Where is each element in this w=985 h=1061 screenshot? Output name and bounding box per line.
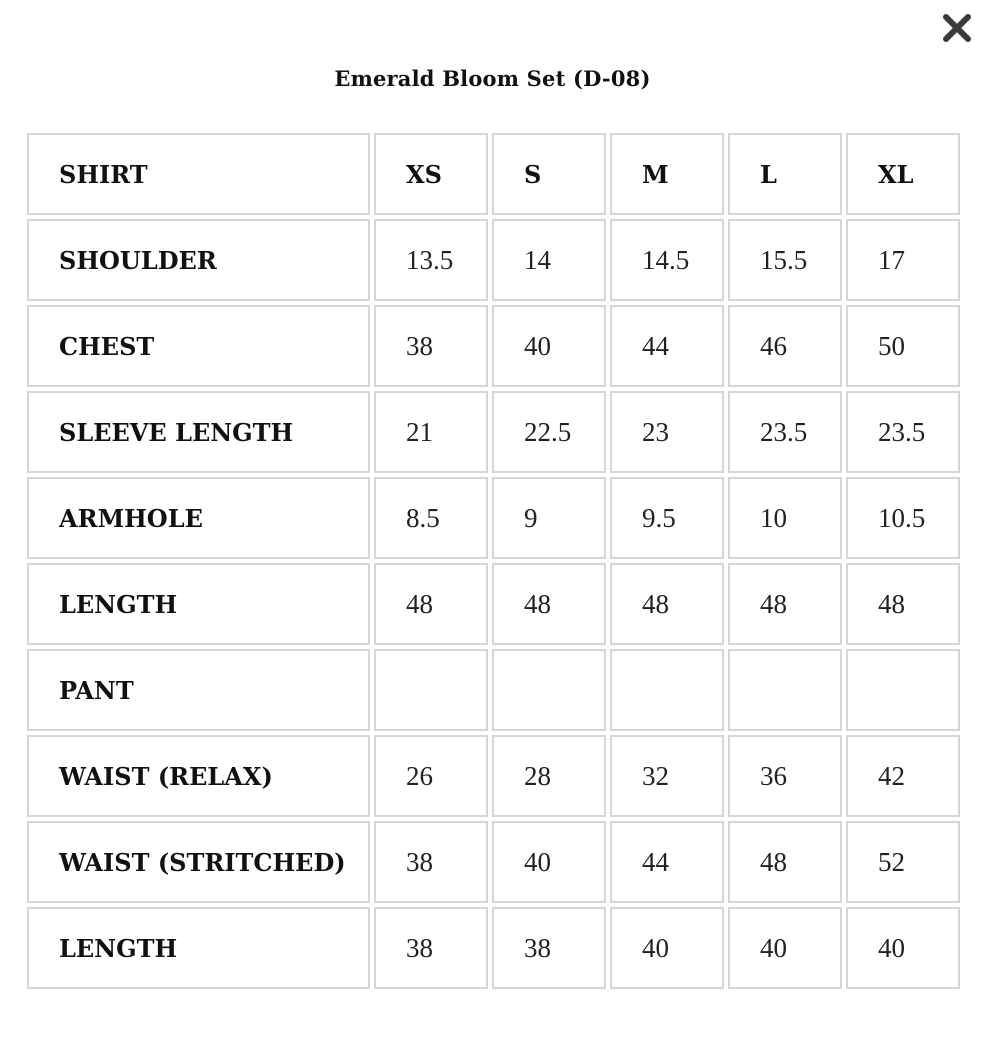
measurement-cell: 8.5: [374, 477, 488, 559]
measurement-cell: 40: [492, 821, 606, 903]
measurement-cell: 21: [374, 391, 488, 473]
measurement-cell: 22.5: [492, 391, 606, 473]
measurement-cell: 38: [374, 305, 488, 387]
close-button[interactable]: [939, 10, 975, 46]
row-label: SHOULDER: [27, 219, 370, 301]
table-row: [27, 219, 960, 301]
row-label: LENGTH: [27, 563, 370, 645]
size-header: XL: [846, 133, 960, 215]
measurement-cell: [846, 649, 960, 731]
size-chart-body: [27, 133, 960, 989]
measurement-cell: 13.5: [374, 219, 488, 301]
measurement-cell: 38: [374, 821, 488, 903]
measurement-cell: [610, 649, 724, 731]
close-icon: [939, 10, 975, 46]
row-label: PANT: [27, 649, 370, 731]
measurement-cell: 9.5: [610, 477, 724, 559]
table-row: [27, 821, 960, 903]
measurement-cell: 14: [492, 219, 606, 301]
measurement-cell: 40: [492, 305, 606, 387]
measurement-cell: 44: [610, 305, 724, 387]
size-header: XS: [374, 133, 488, 215]
measurement-cell: 48: [610, 563, 724, 645]
measurement-cell: [728, 649, 842, 731]
table-row: [27, 477, 960, 559]
measurement-cell: 50: [846, 305, 960, 387]
chart-title: Emerald Bloom Set (D-08): [334, 66, 651, 91]
table-row: [27, 735, 960, 817]
measurement-cell: 23.5: [728, 391, 842, 473]
measurement-cell: 10.5: [846, 477, 960, 559]
measurement-cell: 42: [846, 735, 960, 817]
measurement-cell: 23.5: [846, 391, 960, 473]
row-label: CHEST: [27, 305, 370, 387]
measurement-cell: 48: [492, 563, 606, 645]
measurement-cell: 40: [846, 907, 960, 989]
measurement-cell: 48: [846, 563, 960, 645]
measurement-cell: [374, 649, 488, 731]
measurement-cell: 9: [492, 477, 606, 559]
row-label: WAIST (RELAX): [27, 735, 370, 817]
measurement-cell: 23: [610, 391, 724, 473]
measurement-cell: 44: [610, 821, 724, 903]
measurement-cell: 48: [728, 563, 842, 645]
table-row: [27, 305, 960, 387]
size-header: M: [610, 133, 724, 215]
size-chart-table: [23, 129, 964, 993]
header-label: SHIRT: [27, 133, 370, 215]
table-row: [27, 391, 960, 473]
measurement-cell: 38: [492, 907, 606, 989]
measurement-cell: 46: [728, 305, 842, 387]
measurement-cell: 28: [492, 735, 606, 817]
row-label: SLEEVE LENGTH: [27, 391, 370, 473]
measurement-cell: 32: [610, 735, 724, 817]
measurement-cell: 38: [374, 907, 488, 989]
measurement-cell: 52: [846, 821, 960, 903]
table-row: [27, 907, 960, 989]
table-row: [27, 563, 960, 645]
measurement-cell: 48: [374, 563, 488, 645]
measurement-cell: 40: [610, 907, 724, 989]
row-label: ARMHOLE: [27, 477, 370, 559]
measurement-cell: 17: [846, 219, 960, 301]
measurement-cell: 40: [728, 907, 842, 989]
measurement-cell: 48: [728, 821, 842, 903]
measurement-cell: [492, 649, 606, 731]
measurement-cell: 10: [728, 477, 842, 559]
size-header: S: [492, 133, 606, 215]
measurement-cell: 36: [728, 735, 842, 817]
measurement-cell: 26: [374, 735, 488, 817]
row-label: WAIST (STRITCHED): [27, 821, 370, 903]
measurement-cell: 15.5: [728, 219, 842, 301]
measurement-cell: 14.5: [610, 219, 724, 301]
size-header: L: [728, 133, 842, 215]
row-label: LENGTH: [27, 907, 370, 989]
header-row: [27, 133, 960, 215]
table-row: [27, 649, 960, 731]
